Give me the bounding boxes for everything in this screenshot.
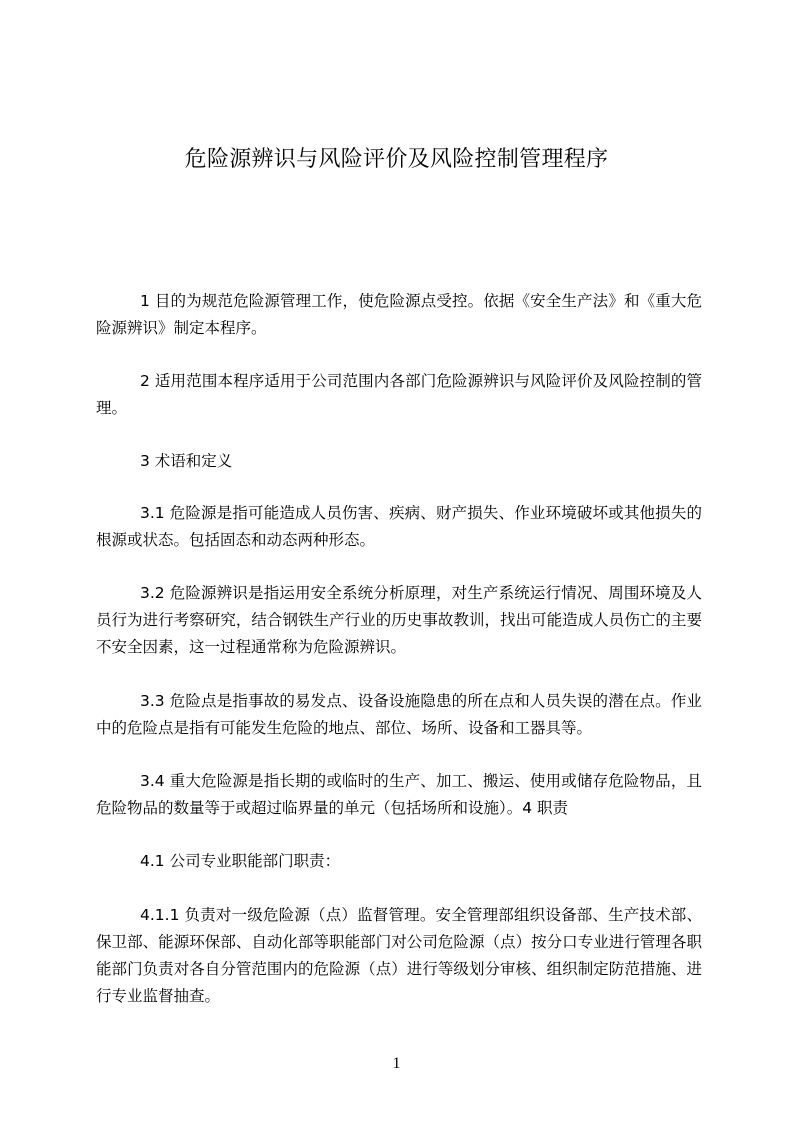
- paragraph-3-4: 3.4 重大危险源是指长期的或临时的生产、加工、搬运、使用或储存危险物品，且危险物品的数量等于或超过临界量的单元（包括场所和设施）。4 职责: [96, 772, 702, 817]
- paragraph-3-3: 3.3 危险点是指事故的易发点、设备设施隐患的所在点和人员失误的潜在点。作业中的危险点是指有可能发生危险的地点、部位、场所、设备和工器具等。: [96, 692, 702, 737]
- document-title: 危险源辨识与风险评价及风险控制管理程序: [184, 147, 609, 172]
- page-number: 1: [392, 1055, 401, 1072]
- paragraph-3-2: 3.2 危险源辨识是指运用安全系统分析原理，对生产系统运行情况、周围环境及人员行为进行考察研究，结合钢铁生产行业的历史事故教训，找出可能造成人员伤亡的主要不安全因素，这一过程通常称为危险源辨识。: [96, 584, 702, 656]
- paragraph-4-1-1: 4.1.1 负责对一级危险源（点）监督管理。安全管理部组织设备部、生产技术部、保卫部、能源环保部、自动化部等职能部门对公司危险源（点）按分口专业进行管理各职能部门负责对各自分管范围内的危险源（点）进行等级划分审核、组织制定防范措施、进行专业监督抽查。: [96, 906, 702, 1005]
- paragraph-3-1: 3.1 危险源是指可能造成人员伤害、疾病、财产损失、作业环境破坏或其他损失的根源或状态。包括固态和动态两种形态。: [96, 504, 702, 549]
- paragraph-scope: 2 适用范围本程序适用于公司范围内各部门危险源辨识与风险评价及风险控制的管理。: [96, 372, 702, 417]
- paragraph-terms-heading: 3 术语和定义: [140, 452, 233, 470]
- paragraph-purpose: 1 目的为规范危险源管理工作，使危险源点受控。依据《安全生产法》和《重大危险源辨识》制定本程序。: [96, 292, 702, 337]
- paragraph-4-1: 4.1 公司专业职能部门职责：: [140, 852, 341, 870]
